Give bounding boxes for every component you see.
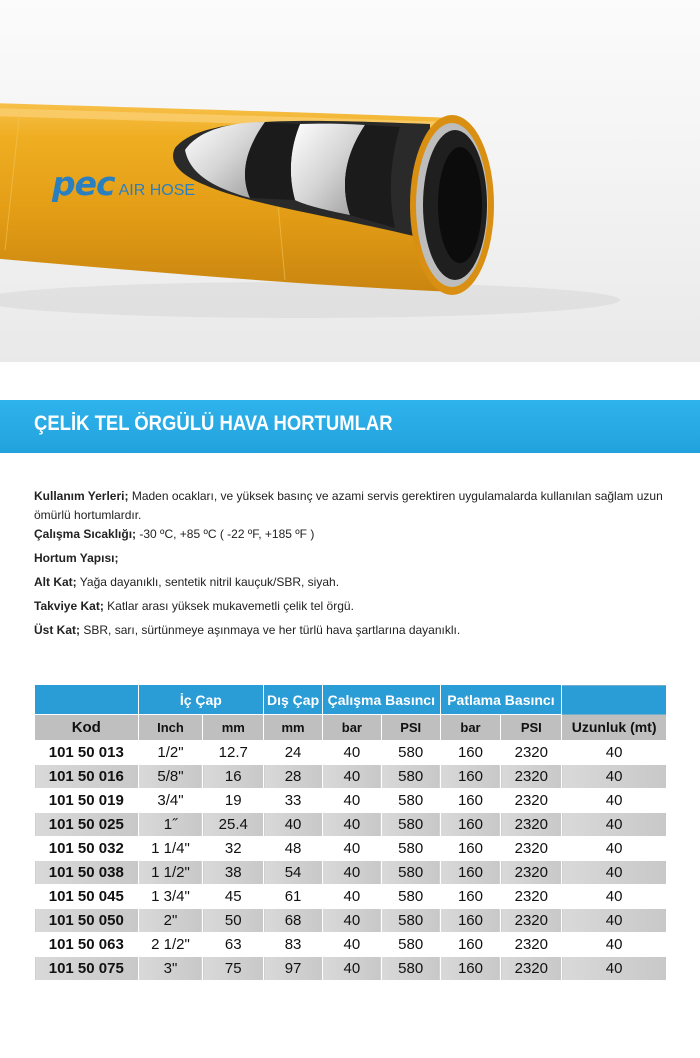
logo-mark: pec <box>52 164 115 203</box>
working-bar-cell: 40 <box>322 861 381 885</box>
reinforcement-text: Katlar arası yüksek mukavemetli çelik tel örgü. <box>103 599 354 613</box>
inner-mm-cell: 38 <box>203 861 264 885</box>
length-cell: 40 <box>562 933 667 957</box>
outer-mm-cell: 97 <box>264 957 323 981</box>
inner-mm-cell: 32 <box>203 837 264 861</box>
table-group-header-row <box>35 685 667 715</box>
working-psi-cell: 580 <box>381 909 440 933</box>
code-header: Kod <box>35 715 139 741</box>
outer-mm-cell: 40 <box>264 813 323 837</box>
table-row <box>35 741 667 765</box>
outer-layer-label: Üst Kat; <box>34 623 81 637</box>
code-cell: 101 50 045 <box>35 885 139 909</box>
outer-mm-header: mm <box>264 715 323 741</box>
code-cell: 101 50 038 <box>35 861 139 885</box>
product-description <box>34 487 674 640</box>
inner-mm-cell: 25.4 <box>203 813 264 837</box>
outer-mm-cell: 28 <box>264 765 323 789</box>
burst-psi-cell: 2320 <box>501 837 562 861</box>
spec-table <box>34 684 667 981</box>
length-cell: 40 <box>562 741 667 765</box>
inch-cell: 3" <box>138 957 203 981</box>
empty-header-cell <box>35 685 139 715</box>
product-hero <box>0 0 700 362</box>
outer-diameter-header: Dış Çap <box>264 685 323 715</box>
brand-logo <box>52 164 195 203</box>
working-bar-header: bar <box>322 715 381 741</box>
logo-tag: AIR HOSE <box>118 182 196 199</box>
code-cell: 101 50 025 <box>35 813 139 837</box>
inner-mm-cell: 45 <box>203 885 264 909</box>
code-cell: 101 50 016 <box>35 765 139 789</box>
burst-bar-cell: 160 <box>440 813 501 837</box>
inch-cell: 5/8" <box>138 765 203 789</box>
working-psi-cell: 580 <box>381 813 440 837</box>
working-psi-cell: 580 <box>381 741 440 765</box>
inner-mm-cell: 12.7 <box>203 741 264 765</box>
table-row <box>35 765 667 789</box>
outer-mm-cell: 33 <box>264 789 323 813</box>
working-psi-cell: 580 <box>381 861 440 885</box>
temperature-label: Çalışma Sıcaklığı; <box>34 527 137 541</box>
working-bar-cell: 40 <box>322 741 381 765</box>
burst-psi-cell: 2320 <box>501 813 562 837</box>
inch-cell: 2 1/2" <box>138 933 203 957</box>
burst-psi-cell: 2320 <box>501 789 562 813</box>
burst-bar-cell: 160 <box>440 861 501 885</box>
burst-pressure-header: Patlama Basıncı <box>440 685 562 715</box>
code-cell: 101 50 019 <box>35 789 139 813</box>
length-cell: 40 <box>562 765 667 789</box>
structure-heading <box>34 549 674 568</box>
page-title: ÇELİK TEL ÖRGÜLÜ HAVA HORTUMLAR <box>34 412 393 435</box>
inch-cell: 1/2" <box>138 741 203 765</box>
burst-bar-cell: 160 <box>440 933 501 957</box>
reinforcement-label: Takviye Kat; <box>34 599 104 613</box>
section-banner <box>0 400 700 453</box>
table-row <box>35 861 667 885</box>
table-row <box>35 909 667 933</box>
temperature-text: -30 ºC, +85 ºC ( -22 ºF, +185 ºF ) <box>136 527 315 541</box>
working-psi-cell: 580 <box>381 885 440 909</box>
table-row <box>35 789 667 813</box>
length-cell: 40 <box>562 789 667 813</box>
burst-psi-cell: 2320 <box>501 909 562 933</box>
outer-mm-cell: 48 <box>264 837 323 861</box>
code-cell: 101 50 050 <box>35 909 139 933</box>
table-row <box>35 837 667 861</box>
inner-layer-label: Alt Kat; <box>34 575 77 589</box>
burst-bar-cell: 160 <box>440 957 501 981</box>
usage-paragraph <box>34 487 674 525</box>
usage-text: Maden ocakları, ve yüksek basınç ve azami servis gerektiren uygulamalarda kullanılan sağlam uzun ömürlü hortumlardır. <box>34 489 663 522</box>
working-psi-cell: 580 <box>381 933 440 957</box>
length-cell: 40 <box>562 813 667 837</box>
code-cell: 101 50 063 <box>35 933 139 957</box>
working-pressure-header: Çalışma Basıncı <box>322 685 440 715</box>
working-psi-cell: 580 <box>381 837 440 861</box>
burst-bar-header: bar <box>440 715 501 741</box>
working-bar-cell: 40 <box>322 789 381 813</box>
length-cell: 40 <box>562 957 667 981</box>
burst-psi-cell: 2320 <box>501 933 562 957</box>
working-bar-cell: 40 <box>322 765 381 789</box>
burst-bar-cell: 160 <box>440 909 501 933</box>
inner-layer-paragraph <box>34 573 674 592</box>
working-bar-cell: 40 <box>322 885 381 909</box>
temperature-paragraph <box>34 525 674 544</box>
working-psi-cell: 580 <box>381 789 440 813</box>
outer-layer-paragraph <box>34 621 674 640</box>
table-row <box>35 933 667 957</box>
length-cell: 40 <box>562 861 667 885</box>
table-row <box>35 885 667 909</box>
burst-psi-cell: 2320 <box>501 885 562 909</box>
code-cell: 101 50 013 <box>35 741 139 765</box>
usage-label: Kullanım Yerleri; <box>34 489 129 503</box>
working-bar-cell: 40 <box>322 837 381 861</box>
code-cell: 101 50 032 <box>35 837 139 861</box>
reinforcement-paragraph <box>34 597 674 616</box>
inner-mm-cell: 50 <box>203 909 264 933</box>
outer-mm-cell: 61 <box>264 885 323 909</box>
burst-psi-cell: 2320 <box>501 741 562 765</box>
inner-mm-cell: 19 <box>203 789 264 813</box>
table-row <box>35 957 667 981</box>
inch-cell: 1˝ <box>138 813 203 837</box>
inner-mm-header: mm <box>203 715 264 741</box>
working-psi-cell: 580 <box>381 765 440 789</box>
burst-bar-cell: 160 <box>440 885 501 909</box>
inner-mm-cell: 16 <box>203 765 264 789</box>
inch-cell: 1 1/4" <box>138 837 203 861</box>
outer-layer-text: SBR, sarı, sürtünmeye aşınmaya ve her türlü hava şartlarına dayanıklı. <box>80 623 461 637</box>
inner-mm-cell: 75 <box>203 957 264 981</box>
burst-bar-cell: 160 <box>440 789 501 813</box>
inch-cell: 1 3/4" <box>138 885 203 909</box>
burst-bar-cell: 160 <box>440 741 501 765</box>
burst-psi-cell: 2320 <box>501 765 562 789</box>
burst-psi-header: PSI <box>501 715 562 741</box>
working-psi-cell: 580 <box>381 957 440 981</box>
outer-mm-cell: 24 <box>264 741 323 765</box>
burst-psi-cell: 2320 <box>501 861 562 885</box>
working-bar-cell: 40 <box>322 933 381 957</box>
burst-bar-cell: 160 <box>440 765 501 789</box>
length-cell: 40 <box>562 885 667 909</box>
outer-mm-cell: 68 <box>264 909 323 933</box>
table-row <box>35 813 667 837</box>
inner-diameter-header: İç Çap <box>138 685 264 715</box>
burst-psi-cell: 2320 <box>501 957 562 981</box>
working-bar-cell: 40 <box>322 813 381 837</box>
burst-bar-cell: 160 <box>440 837 501 861</box>
inch-cell: 3/4" <box>138 789 203 813</box>
working-bar-cell: 40 <box>322 957 381 981</box>
inner-mm-cell: 63 <box>203 933 264 957</box>
inner-layer-text: Yağa dayanıklı, sentetik nitril kauçuk/SBR, siyah. <box>76 575 340 589</box>
length-header-cell <box>562 685 667 741</box>
working-bar-cell: 40 <box>322 909 381 933</box>
outer-mm-cell: 54 <box>264 861 323 885</box>
inch-cell: 1 1/2" <box>138 861 203 885</box>
structure-label: Hortum Yapısı; <box>34 551 119 565</box>
working-psi-header: PSI <box>381 715 440 741</box>
length-header: Uzunluk (mt) <box>571 718 657 735</box>
inch-cell: 2" <box>138 909 203 933</box>
code-cell: 101 50 075 <box>35 957 139 981</box>
outer-mm-cell: 83 <box>264 933 323 957</box>
inch-header: Inch <box>138 715 203 741</box>
length-cell: 40 <box>562 837 667 861</box>
length-cell: 40 <box>562 909 667 933</box>
